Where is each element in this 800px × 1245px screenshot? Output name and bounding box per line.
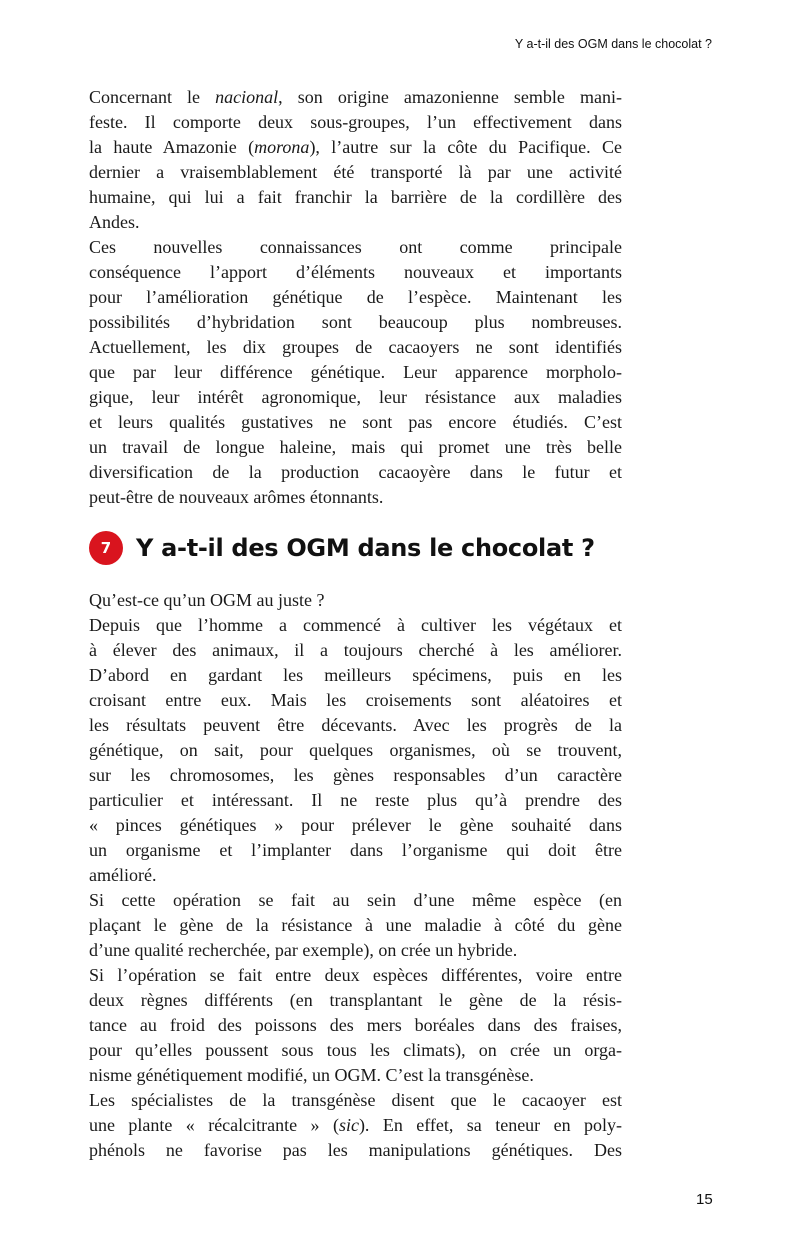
text-segment: peut-être de nouveaux arômes étonnants. (89, 487, 384, 507)
text-segment: Depuis que l’homme a commencé à cultiver les végétaux et (89, 615, 622, 635)
text-line (89, 638, 622, 663)
text-line (89, 763, 622, 788)
text-segment: la haute Amazonie ( (89, 137, 255, 157)
text-segment: phénols ne favorise pas les manipulations génétiques. Des (89, 1140, 622, 1160)
text-segment: ). En effet, sa teneur en poly- (358, 1115, 622, 1135)
text-line (89, 135, 622, 160)
text-line (89, 813, 622, 838)
text-line (89, 663, 622, 688)
text-line (89, 85, 622, 110)
text-line (89, 888, 622, 913)
text-line (89, 160, 622, 185)
running-head: Y a-t-il des OGM dans le chocolat ? (514, 37, 712, 51)
text-segment: nisme génétiquement modifié, un OGM. C’est la transgénèse. (89, 1065, 534, 1085)
text-segment: humaine, qui lui a fait franchir la barrière de la cordillère des (89, 187, 622, 207)
text-line (89, 1113, 622, 1138)
section-heading (89, 531, 595, 565)
text-line (89, 938, 622, 963)
section-title: Y a-t-il des OGM dans le chocolat ? (136, 534, 595, 562)
text-line (89, 838, 622, 863)
text-segment: tance au froid des poissons des mers boréales dans des fraises, (89, 1015, 622, 1035)
text-line (89, 613, 622, 638)
text-segment: Andes. (89, 212, 140, 232)
page-number: 15 (696, 1191, 713, 1208)
text-line (89, 963, 622, 988)
text-segment: ), l’autre sur la côte du Pacifique. Ce (309, 137, 622, 157)
italic-text: sic (338, 1115, 359, 1135)
text-segment: les résultats peuvent être décevants. Avec les progrès de la (89, 715, 622, 735)
text-segment: un travail de longue haleine, mais qui promet une très belle (89, 437, 622, 457)
body-text-before (89, 85, 622, 510)
text-line (89, 788, 622, 813)
text-segment: plaçant le gène de la résistance à une maladie à côté du gène (89, 915, 622, 935)
text-segment: deux règnes différents (en transplantant le gène de la résis- (89, 990, 622, 1010)
text-line (89, 1063, 622, 1088)
section-number-badge: 7 (89, 531, 123, 565)
text-segment: gique, leur intérêt agronomique, leur résistance aux maladies (89, 387, 622, 407)
text-segment: d’une qualité recherchée, par exemple), on crée un hybride. (89, 940, 518, 960)
text-segment: dernier a vraisemblablement été transporté là par une activité (89, 162, 622, 182)
text-segment: amélioré. (89, 865, 157, 885)
text-line (89, 863, 622, 888)
text-line (89, 913, 622, 938)
text-segment: possibilités d’hybridation sont beaucoup plus nombreuses. (89, 312, 622, 332)
text-segment: génétique, on sait, pour quelques organismes, où se trouvent, (89, 740, 622, 760)
text-line (89, 335, 622, 360)
text-line (89, 1013, 622, 1038)
text-line (89, 435, 622, 460)
text-segment: une plante « récalcitrante » ( (89, 1115, 339, 1135)
text-segment: Concernant le (89, 87, 216, 107)
text-segment: Actuellement, les dix groupes de cacaoyers ne sont identifiés (89, 337, 622, 357)
text-segment: pour qu’elles poussent sous tous les climats), on crée un orga- (89, 1040, 622, 1060)
text-line (89, 588, 622, 613)
italic-text: nacional (215, 87, 279, 107)
text-line (89, 185, 622, 210)
text-segment: et leurs qualités gustatives ne sont pas encore étudiés. C’est (89, 412, 622, 432)
text-line (89, 285, 622, 310)
text-segment: Les spécialistes de la transgénèse disent que le cacaoyer est (89, 1090, 622, 1110)
text-segment: à élever des animaux, il a toujours cherché à les améliorer. (89, 640, 622, 660)
text-segment: un organisme et l’implanter dans l’organisme qui doit être (89, 840, 622, 860)
text-line (89, 1038, 622, 1063)
text-segment: « pinces génétiques » pour prélever le gène souhaité dans (89, 815, 622, 835)
text-line (89, 1138, 622, 1163)
text-line (89, 110, 622, 135)
text-line (89, 485, 622, 510)
text-segment: sur les chromosomes, les gènes responsables d’un caractère (89, 765, 622, 785)
text-line (89, 260, 622, 285)
text-line (89, 310, 622, 335)
text-segment: D’abord en gardant les meilleurs spécimens, puis en les (89, 665, 622, 685)
text-line (89, 738, 622, 763)
text-line (89, 460, 622, 485)
text-segment: Ces nouvelles connaissances ont comme principale (89, 237, 622, 257)
text-line (89, 210, 622, 235)
text-segment: croisant entre eux. Mais les croisements sont aléatoires et (89, 690, 622, 710)
text-segment: diversification de la production cacaoyère dans le futur et (89, 462, 622, 482)
text-line (89, 1088, 622, 1113)
text-segment: Si cette opération se fait au sein d’une même espèce (en (89, 890, 622, 910)
text-line (89, 385, 622, 410)
text-segment: feste. Il comporte deux sous-groupes, l’un effectivement dans (89, 112, 622, 132)
text-segment: Qu’est-ce qu’un OGM au juste ? (89, 590, 325, 610)
text-line (89, 988, 622, 1013)
body-text-after (89, 588, 622, 1163)
text-line (89, 410, 622, 435)
text-segment: particulier et intéressant. Il ne reste plus qu’à prendre des (89, 790, 622, 810)
text-line (89, 360, 622, 385)
text-segment: conséquence l’apport d’éléments nouveaux et importants (89, 262, 622, 282)
text-line (89, 235, 622, 260)
text-segment: pour l’amélioration génétique de l’espèce. Maintenant les (89, 287, 622, 307)
text-segment: Si l’opération se fait entre deux espèces différentes, voire entre (89, 965, 622, 985)
italic-text: morona (254, 137, 310, 157)
text-line (89, 713, 622, 738)
text-line (89, 688, 622, 713)
text-segment: que par leur différence génétique. Leur apparence morpholo- (89, 362, 622, 382)
text-segment: , son origine amazonienne semble mani- (278, 87, 622, 107)
